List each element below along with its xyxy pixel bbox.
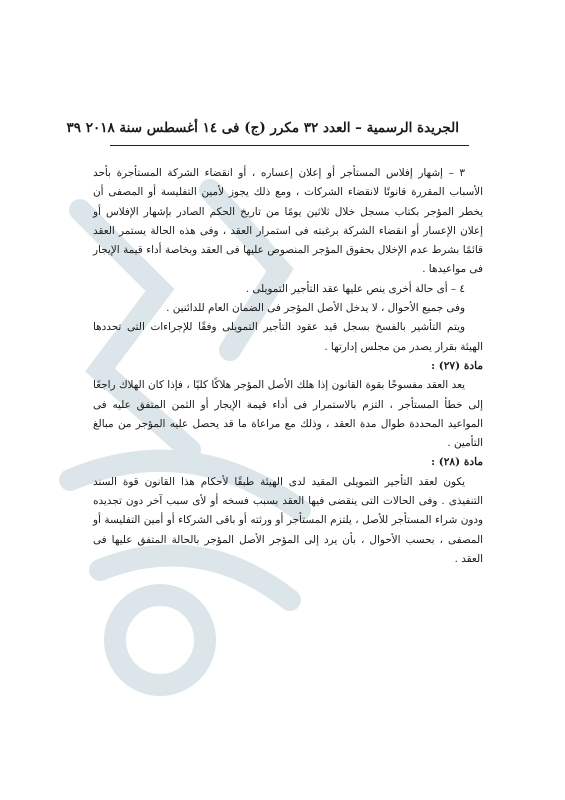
document-body xyxy=(93,164,483,569)
page-header: الجريدة الرسمية – العدد ٣٢ مكرر (ج) فى ١٤ أغسطس سنة ٢٠١٨ ٣٩ xyxy=(66,120,459,136)
article-28-heading: مادة (٢٨) : xyxy=(431,456,483,469)
clause-3-paragraph: ٣ – إشهار إفلاس المستأجر أو إعلان إعساره ، أو انقضاء الشركة المستأجرة بأحد الأسباب المقررة قانونًا لانقضاء الشركات ، ومع ذلك يجوز لأمين التفليسة أو المصفى أن يخطر المؤجر بكتاب مسجل خلال ثلاثين يومًا من تاريخ الحكم الصادر بإشهار الإفلاس أو إعلان الإعسار أو انقضاء الشركة برغبته فى استمرار العقد ، وفى هذه الحالة يستمر العقد قائمًا بشرط عدم الإخلال بحقوق المؤجر المنصوص عليها فى العقد وبخاصة أداء قيمة الإيجار فى مواعيدها . xyxy=(93,167,483,276)
header-divider xyxy=(110,145,469,146)
article-28-text: يكون لعقد التأجير التمويلى المقيد لدى الهيئة طبقًا لأحكام هذا القانون قوة السند التنفيذى . وفى الحالات التى ينقضى فيها العقد بسبب فسخه أو لأى سبب آخر دون تجديده ودون شراء المستأجر للأصل ، يلتزم المستأجر أو ورثته أو باقى الشركاء أو أمين التفليسة أو المصفى ، بحسب الأحوال ، بأن يرد إلى المؤجر الأصل المؤجر بالحالة المتفق عليها فى العقد . xyxy=(93,475,483,565)
general-rule-paragraph: وفى جميع الأحوال ، لا يدخل الأصل المؤجر فى الضمان العام للدائنين . xyxy=(166,302,465,315)
registration-paragraph: ويتم التأشير بالفسخ بسجل قيد عقود التأجير التمويلى وفقًا للإجراءات التى تحددها الهيئة بقرار يصدر من مجلس إدارتها . xyxy=(93,321,483,353)
clause-4-paragraph: ٤ – أى حالة أخرى ينص عليها عقد التأجير التمويلى . xyxy=(245,282,465,295)
article-27-text: يعد العقد مفسوخًا بقوة القانون إذا هلك الأصل المؤجر هلاكًا كليًا ، فإذا كان الهلاك راجعًا إلى خطأ المستأجر ، التزم بالاستمرار فى أداء قيمة الإيجار أو الثمن المتفق عليه فى المواعيد المحددة طوال مدة العقد ، وذلك مع مراعاة ما قد يحصل عليه المؤجر من مبالغ التأمين . xyxy=(93,379,483,450)
article-27-heading: مادة (٢٧) : xyxy=(431,359,483,372)
